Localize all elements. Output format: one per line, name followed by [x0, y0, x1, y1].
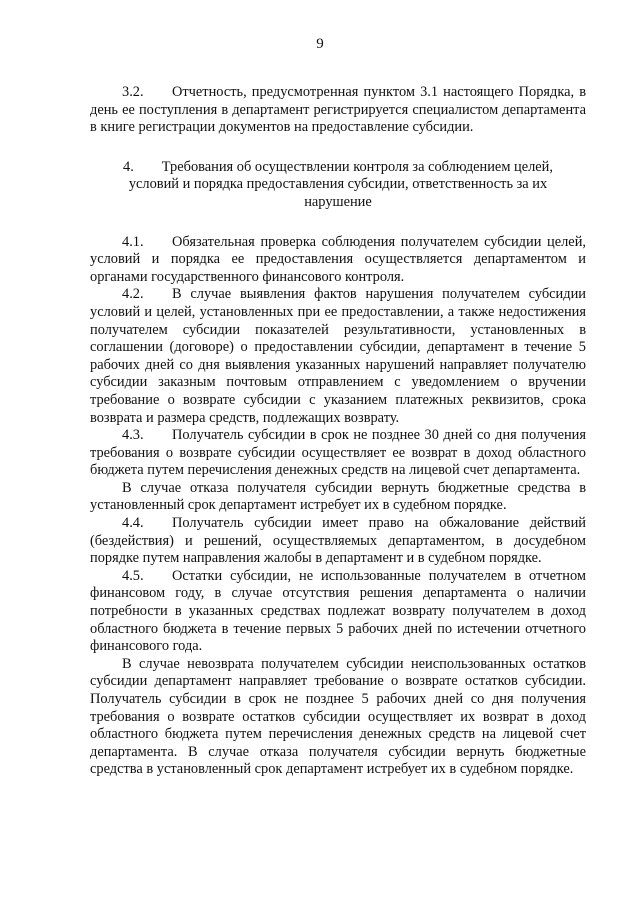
paragraph-text: Получатель субсидии имеет право на обжалование действий (бездействия) и решений, осуществляемых департаментом, в досудебном порядке путем направления жалобы в департамент и в судебном порядке. — [90, 515, 586, 567]
paragraph-non-return — [90, 656, 586, 779]
paragraph-text: В случае выявления фактов нарушения получателем субсидии условий и целей, установленных при ее предоставлении, а также недостижения получателем субсидии показателей результативности, установленных в соглашении (договоре) о предоставлении субсидии, департамент в течение 5 рабочих дней со дня выявления указанных нарушений направляет получателю субсидии заказным почтовым отправлением с уведомлением о вручении требование о возврате субсидии с указанием платежных реквизитов, срока возврата и размера средств, подлежащих возврату. — [90, 286, 586, 426]
paragraph-number: 4.2. — [122, 286, 144, 303]
paragraph-number: 4.5. — [122, 567, 144, 584]
paragraph-text: В случае невозврата получателем субсидии неиспользованных остатков субсидии департамент направляет требование о возврате остатков субсидии. Получатель субсидии в срок не позднее 5 рабочих дней со дня получения требования о возврате остатков субсидии осуществляет их возврат в доход областного бюджета путем перечисления денежных средств на лицевой счет департамента. В случае отказа получателя субсидии вернуть бюджетные средства в установленный срок департамент истребует их в судебном порядке. — [90, 655, 586, 778]
paragraph-text: Отчетность, предусмотренная пунктом 3.1 настоящего Порядка, в день ее поступления в департамент регистрируется специалистом департамента в книге регистрации документов на предоставление субсидии. — [90, 84, 586, 136]
paragraph-number: 4.1. — [122, 233, 144, 250]
section-title: Требования об осуществлении контроля за соблюдением целей, условий и порядка предоставления субсидии, ответственность за их нарушение — [128, 158, 553, 210]
paragraph-text: Обязательная проверка соблюдения получателем субсидии целей, условий и порядка ее предоставления осуществляется департаментом и органами государственного финансового контроля. — [90, 233, 586, 285]
paragraph-number: 3.2. — [122, 84, 144, 100]
paragraph-3-2 — [90, 84, 586, 137]
paragraph-number: 4.4. — [122, 515, 144, 532]
paragraph-text: Получатель субсидии в срок не позднее 30 дней со дня получения требования о возврате субсидии осуществляет ее возврат в доход областного бюджета путем перечисления денежных средств на лицевой счет департамента. — [90, 427, 586, 479]
paragraph-4-5 — [90, 568, 586, 656]
section-heading — [90, 159, 586, 212]
page-number: 9 — [316, 36, 324, 52]
paragraph-4-4 — [90, 515, 586, 568]
paragraph-4-1 — [90, 234, 586, 287]
document-body — [90, 84, 586, 779]
paragraph-4-3 — [90, 427, 586, 480]
paragraph-text: В случае отказа получателя субсидии вернуть бюджетные средства в установленный срок департамент истребует их в судебном порядке. — [90, 479, 586, 514]
paragraph-4-2 — [90, 286, 586, 427]
paragraph-refusal-4-3 — [90, 480, 586, 515]
paragraph-number: 4.3. — [122, 427, 144, 444]
paragraph-text: Остатки субсидии, не использованные получателем в отчетном финансовом году, в случае отсутствия решения департамента о наличии потребности в указанных средствах подлежат возврату получателем в доход областного бюджета в течение первых 5 рабочих дней по истечении отчетного финансового года. — [90, 567, 586, 655]
section-number: 4. — [123, 158, 134, 175]
